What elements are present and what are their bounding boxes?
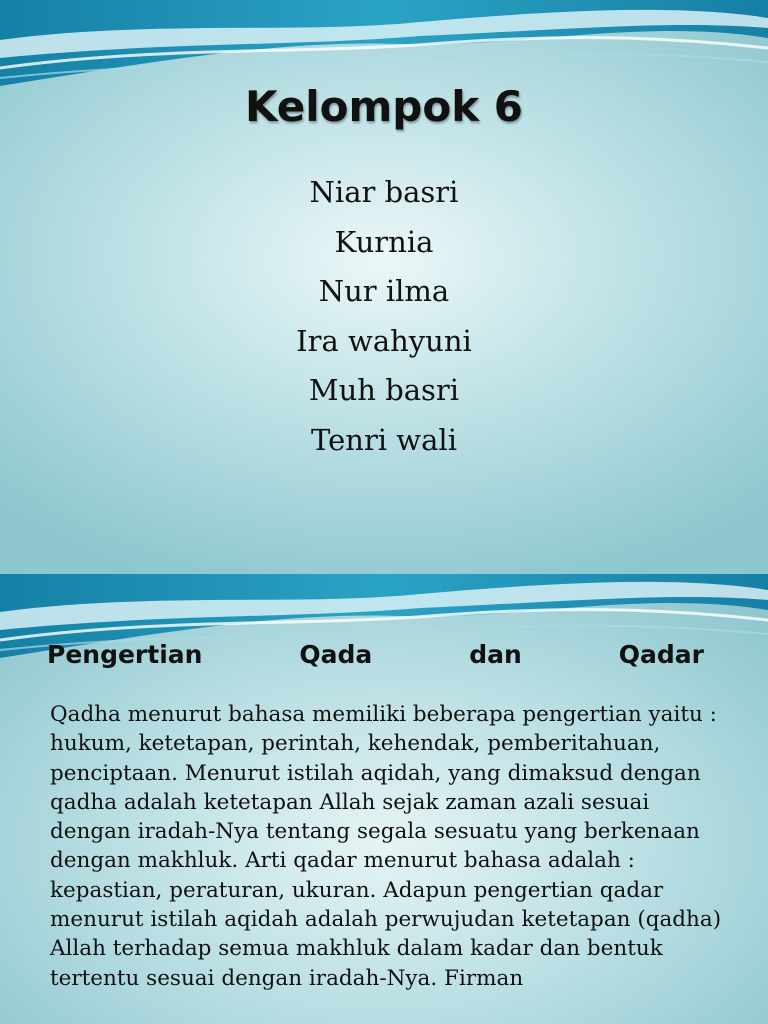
slide-2 [0, 574, 768, 1024]
list-item: Muh basri [308, 373, 460, 407]
title-word: dan [469, 640, 522, 669]
title-word: Qadar [618, 640, 704, 669]
slide-title: Kelompok 6 [244, 82, 523, 131]
list-item: Kurnia [334, 224, 434, 259]
list-item: Ira wahyuni [296, 323, 472, 358]
list-item: Niar basri [309, 175, 459, 209]
member-list [0, 170, 768, 467]
list-item: Tenri wali [311, 422, 457, 457]
list-item: Nur ilma [318, 274, 450, 308]
body-paragraph: Qadha menurut bahasa memiliki beberapa pengertian yaitu : hukum, ketetapan, perintah, kehendak, pemberitahuan, penciptaan. Menurut istilah aqidah, yang dimaksud dengan qadha adalah ketetapan Allah sejak zaman azali sesuai dengan iradah-Nya tentang segala sesuatu yang berkenaan dengan makhluk. Arti qadar menurut bahasa adalah : kepastian, peraturan, ukuran. Adapun pengertian qadar menurut istilah aqidah adalah perwujudan ketetapan (qadha) Allah terhadap semua makhluk dalam kadar dan bentuk tertentu sesuai dengan iradah-Nya. Firman [50, 702, 722, 991]
slide-title [47, 640, 704, 669]
title-word: Qada [299, 640, 373, 669]
title-word: Pengertian [47, 640, 203, 669]
